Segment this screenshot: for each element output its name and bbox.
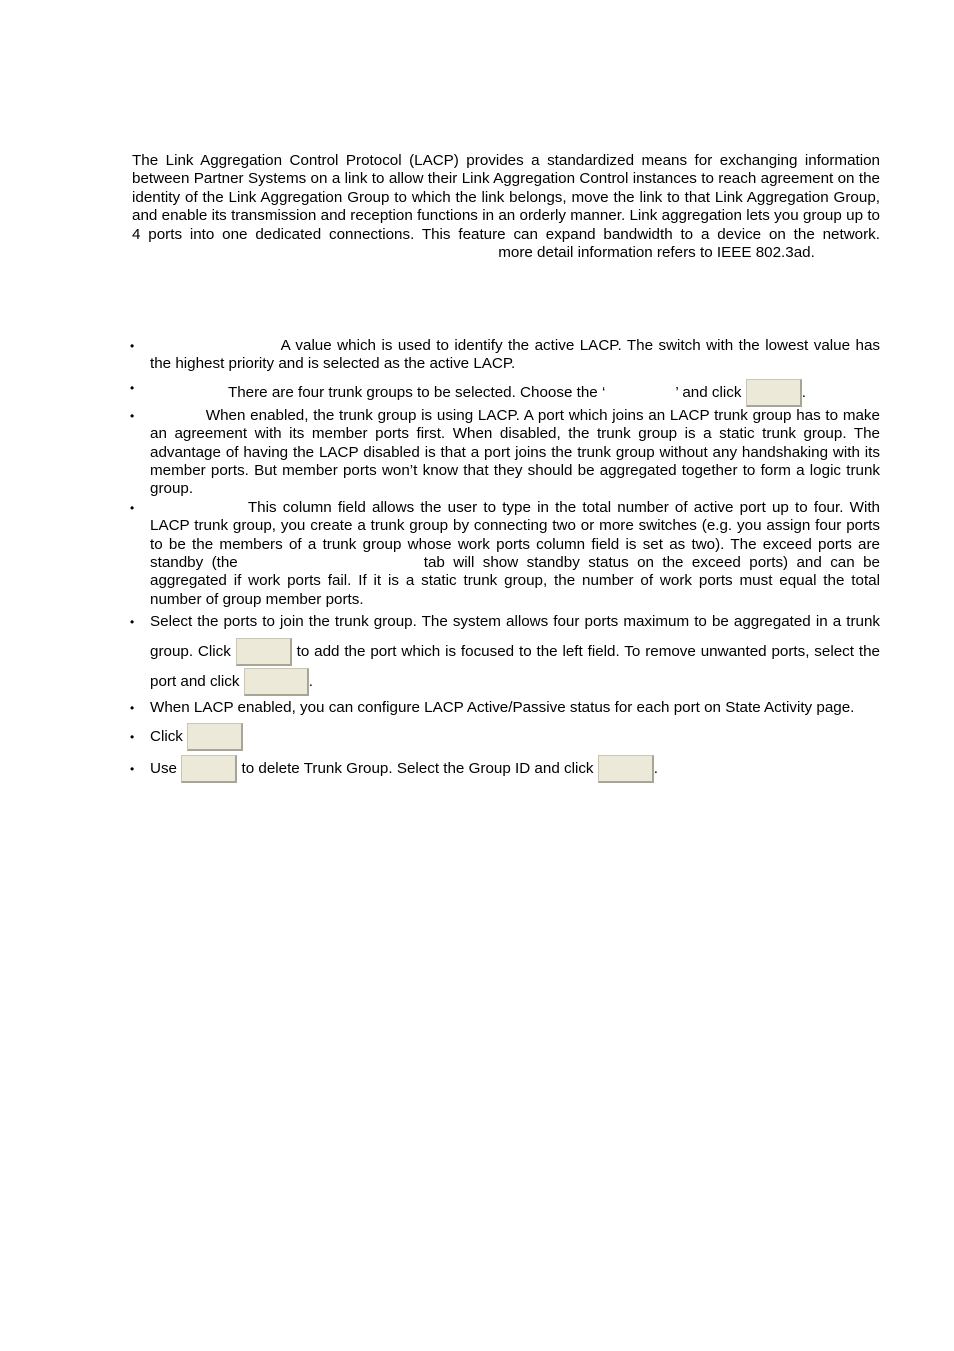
item-text: to delete Trunk Group. Select the Group ID and click: [241, 759, 594, 777]
bullet-icon: •: [130, 761, 135, 776]
intro-text: The Link Aggregation Control Protocol (LACP) provides a standardized means for exchanging information between Partner Systems on a link to allow their Link Aggregation Control instances to reach agreement on the identity of the Link Aggregation Group to which the link belongs, move the link to that Link Aggregation Group, and enable its transmission and reception functions in an orderly manner. Link aggregation lets you group up to 4 ports into one dedicated connections. This feature can expand bandwidth to a device on the network.: [132, 152, 880, 243]
item-text: ’ and click: [675, 383, 742, 401]
item-text: When LACP enabled, you can configure LACP Active/Passive status for each port on State Activity page.: [150, 699, 855, 717]
bullet-icon: •: [130, 339, 135, 353]
list-item-lacp-state: [132, 699, 880, 717]
select-button[interactable]: [746, 379, 802, 407]
remove-button[interactable]: [244, 668, 309, 696]
bullet-icon: •: [130, 615, 135, 630]
item-text: This column field allows the user to type in the total number of active port up to four. With LACP trunk group, you create a trunk group by connecting two or more switches (e.g. you assign four ports to be the members of a trunk group whose work ports column field is set as two). The exceed ports are standby (the: [150, 498, 880, 572]
intro-text-tail: more detail information refers to IEEE 802.3ad.: [498, 244, 815, 262]
delete-button[interactable]: [181, 755, 237, 783]
list-item-member-ports: • Select the ports to join the trunk group. The system allows four ports maximum to be aggregated in a trunk group. Click to add the port which is focused to the left field. To remove unwanted ports, select the port and click .: [132, 607, 880, 697]
item-text: Click: [150, 727, 183, 745]
item-text: to add the port which is focused to the left field. To remove unwanted ports, select the port and click: [150, 643, 880, 691]
bullet-icon: •: [130, 701, 135, 716]
document-page: [130, 152, 880, 777]
bullet-icon: •: [130, 380, 135, 395]
apply-button[interactable]: [187, 723, 243, 751]
intro-paragraph: [132, 152, 880, 262]
add-button[interactable]: [236, 638, 292, 666]
list-item-apply: [132, 722, 880, 752]
settings-list: [132, 337, 880, 784]
item-text: Select the ports to join the trunk group. The system allows four ports maximum to be aggregated in a trunk group. Click: [150, 613, 880, 661]
bullet-icon: •: [130, 500, 135, 515]
list-item-group-id: • There are four trunk groups to be selected. Choose the ‘ ’ and click .: [132, 379, 880, 407]
item-text: tab will show standby status on the exceed ports) and can be aggregated if work ports fail. If it is a static trunk group, the number of work ports must equal the total number of group member ports.: [150, 554, 880, 608]
item-text: When enabled, the trunk group is using LACP. A port which joins an LACP trunk group has to make an agreement with its member ports first. When disabled, the trunk group is a static trunk group. The advantage of having the LACP disabled is that a port joins the trunk group without any handshaking with its member ports. But member ports won’t know that they should be aggregated together to form a logic trunk group.: [150, 406, 880, 498]
list-item-system-priority: [132, 337, 880, 374]
delete-confirm-button[interactable]: [598, 755, 654, 783]
list-item-work-ports: [132, 499, 880, 609]
item-text: Use: [150, 759, 178, 777]
bullet-icon: •: [130, 729, 135, 744]
item-text: A value which is used to identify the active LACP. The switch with the lowest value has the highest priority and is selected as the active LACP.: [150, 337, 880, 373]
list-item-delete: • Use to delete Trunk Group. Select the Group ID and click .: [132, 754, 880, 784]
item-text: There are four trunk groups to be selected. Choose the ‘: [227, 383, 606, 401]
bullet-icon: •: [130, 408, 135, 423]
list-item-lacp: [132, 407, 880, 499]
